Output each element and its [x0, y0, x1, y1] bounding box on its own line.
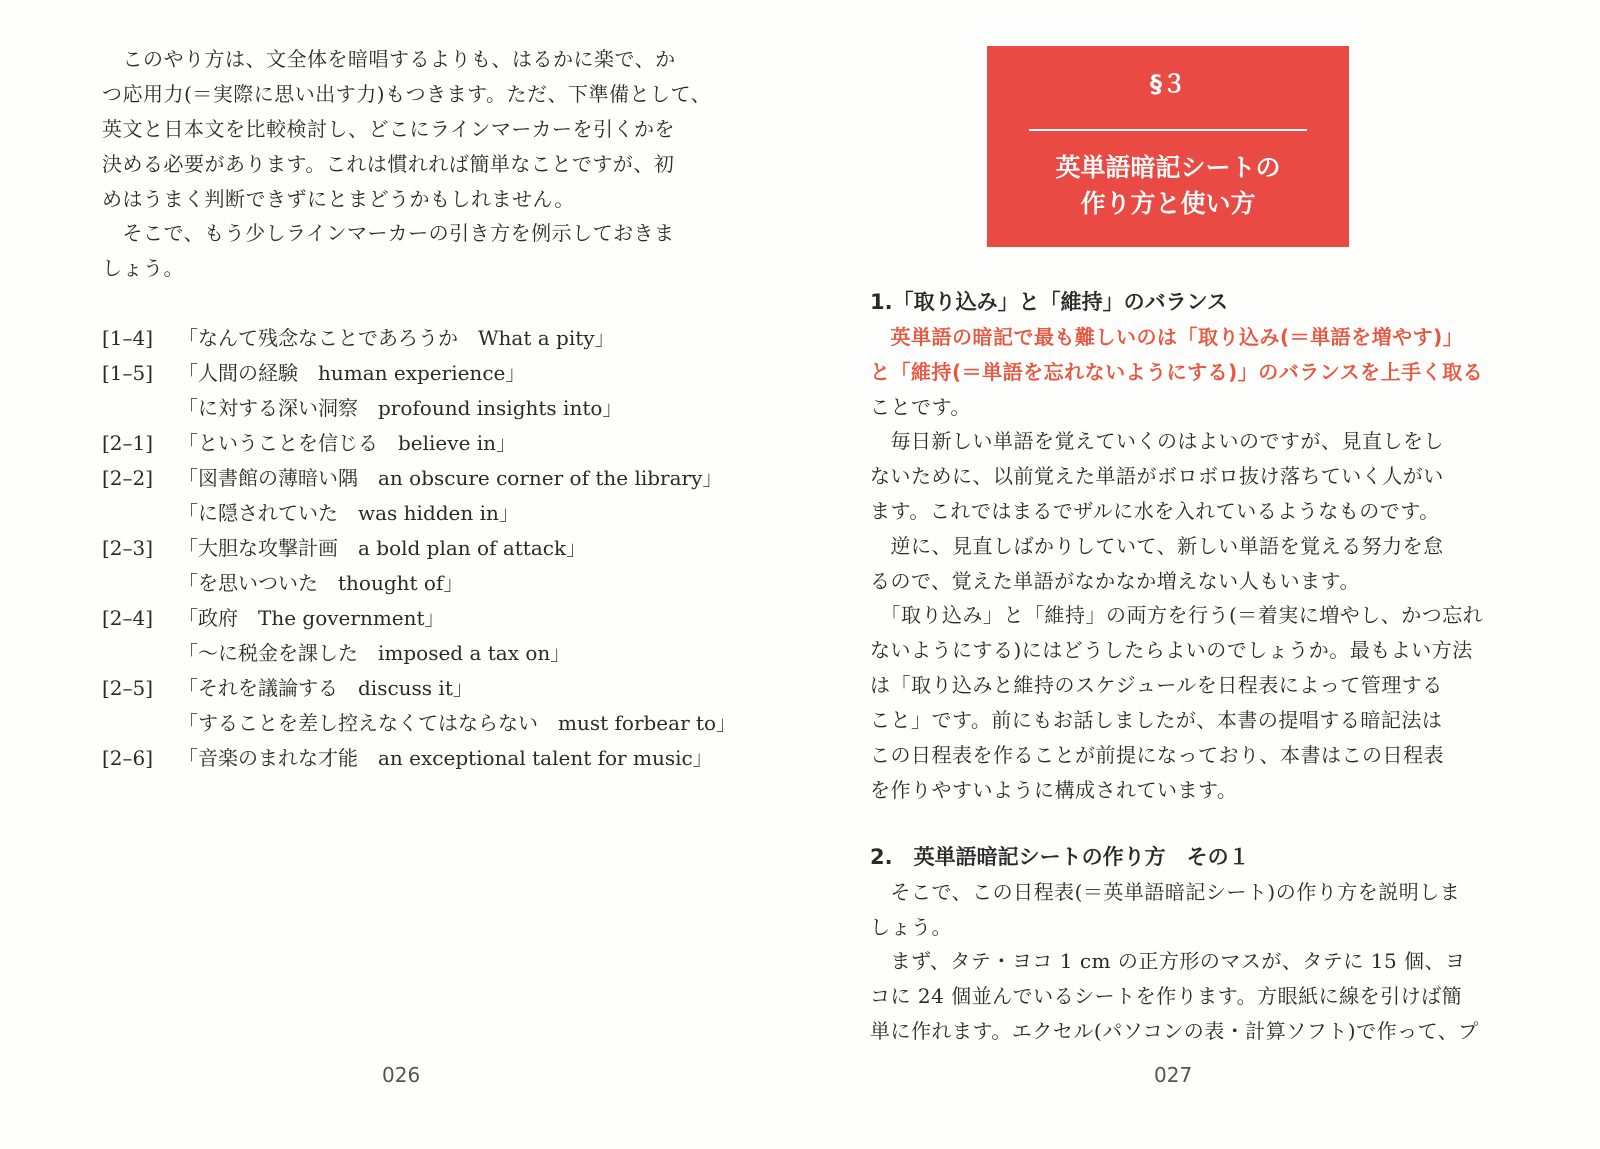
text-line: ことです。: [870, 395, 971, 419]
section-title-line: 作り方と使い方: [1080, 189, 1256, 218]
text-line: 「取り込み」と「維持」の両方を行う(＝着実に増やし、かつ忘れ: [870, 603, 1484, 627]
subsection-heading: 1.「取り込み」と「維持」のバランス: [870, 290, 1228, 314]
text-line: は「取り込みと維持のスケジュールを日程表によって管理する: [870, 673, 1443, 697]
text-line: 単に作れます。エクセル(パソコンの表・計算ソフト)で作って、プ: [870, 1019, 1479, 1043]
highlighted-text-line: 英単語の暗記で最も難しいのは「取り込み(＝単語を増やす)」: [870, 325, 1464, 349]
text-line: ます。これではまるでザルに水を入れているようなものです。: [870, 499, 1440, 523]
phrase-ref: [1–4]: [102, 326, 154, 350]
text-line: 英文と日本文を比較検討し、どこにラインマーカーを引くかを: [102, 117, 675, 141]
phrase-text: 「音楽のまれな才能 an exceptional talent for music」: [178, 746, 713, 770]
phrase-ref: [1–5]: [102, 361, 154, 385]
text-line: 毎日新しい単語を覚えていくのはよいのですが、見直しをし: [870, 429, 1444, 453]
paragraph: [102, 42, 711, 217]
text-line: を作りやすいように構成されています。: [870, 778, 1238, 802]
phrase-text: 「それを議論する discuss it」: [178, 676, 473, 700]
text-line: この日程表を作ることが前提になっており、本書はこの日程表: [870, 743, 1444, 767]
paragraph: [870, 875, 1460, 945]
phrase-text: 「を思いついた thought of」: [178, 571, 464, 595]
phrase-text: 「政府 The government」: [178, 606, 445, 630]
section-number: §３: [1150, 70, 1186, 98]
text-line: 逆に、見直しばかりしていて、新しい単語を覚える努力を怠: [870, 534, 1444, 558]
text-line: まず、タテ・ヨコ 1 cm の正方形のマスが、タテに 15 個、ヨ: [870, 949, 1466, 973]
paragraph: [870, 944, 1479, 1049]
section-title: [987, 150, 1349, 222]
subsection-heading: 2. 英単語暗記シートの作り方 その１: [870, 845, 1250, 869]
paragraph: [870, 320, 1483, 425]
phrase-text: 「に隠されていた was hidden in」: [178, 501, 519, 525]
phrase-text: 「ということを信じる believe in」: [178, 431, 517, 455]
text-line: ないために、以前覚えた単語がボロボロ抜け落ちていく人がい: [870, 464, 1444, 488]
paragraph: [870, 424, 1444, 529]
text-line: こと」です。前にもお話しましたが、本書の提唱する暗記法は: [870, 708, 1443, 732]
phrase-text: 「に対する深い洞察 profound insights into」: [178, 396, 623, 420]
text-line: そこで、この日程表(＝英単語暗記シート)の作り方を説明しま: [870, 880, 1461, 904]
text-line: このやり方は、文全体を暗唱するよりも、はるかに楽で、か: [102, 47, 676, 71]
phrase-ref: [2–5]: [102, 676, 154, 700]
text-line: めはうまく判断できずにとまどうかもしれません。: [102, 187, 575, 211]
paragraph: [870, 598, 1483, 808]
phrase-ref: [2–6]: [102, 746, 154, 770]
phrase-text: 「することを差し控えなくてはならない must forbear to」: [178, 711, 737, 735]
page-number: 026: [382, 1063, 421, 1087]
text-line: しょう。: [102, 256, 184, 280]
paragraph: [102, 216, 675, 286]
phrase-ref: [2–3]: [102, 536, 154, 560]
phrase-text: 「大胆な攻撃計画 a bold plan of attack」: [178, 536, 587, 560]
page-number: 027: [1154, 1063, 1193, 1087]
text-line: るので、覚えた単語がなかなか増えない人もいます。: [870, 569, 1360, 593]
phrase-text: 「図書館の薄暗い隅 an obscure corner of the library」: [178, 466, 723, 490]
phrase-text: 「なんて残念なことであろうか What a pity」: [178, 326, 615, 350]
phrase-ref: [2–2]: [102, 466, 154, 490]
highlighted-text-line: と「維持(＝単語を忘れないようにする)」のバランスを上手く取る: [870, 360, 1484, 384]
text-line: つ応用力(＝実際に思い出す力)もつきます。ただ、下準備として、: [102, 82, 712, 106]
text-line: しょう。: [870, 915, 952, 939]
text-line: 決める必要があります。これは慣れれば簡単なことですが、初: [102, 152, 675, 176]
phrase-ref: [2–4]: [102, 606, 154, 630]
text-line: そこで、もう少しラインマーカーの引き方を例示しておきま: [102, 221, 675, 245]
paragraph: [870, 529, 1444, 599]
right-page: [800, 0, 1600, 1149]
phrase-text: 「人間の経験 human experience」: [178, 361, 526, 385]
text-line: コに 24 個並んでいるシートを作ります。方眼紙に線を引けば簡: [870, 984, 1463, 1008]
section-title-line: 英単語暗記シートの: [1055, 153, 1281, 182]
section-divider: [1029, 129, 1307, 131]
text-line: ないようにする)にはどうしたらよいのでしょうか。最もよい方法: [870, 638, 1473, 662]
phrase-text: 「～に税金を課した imposed a tax on」: [178, 641, 571, 665]
section-header-box: [987, 46, 1349, 247]
phrase-ref: [2–1]: [102, 431, 154, 455]
